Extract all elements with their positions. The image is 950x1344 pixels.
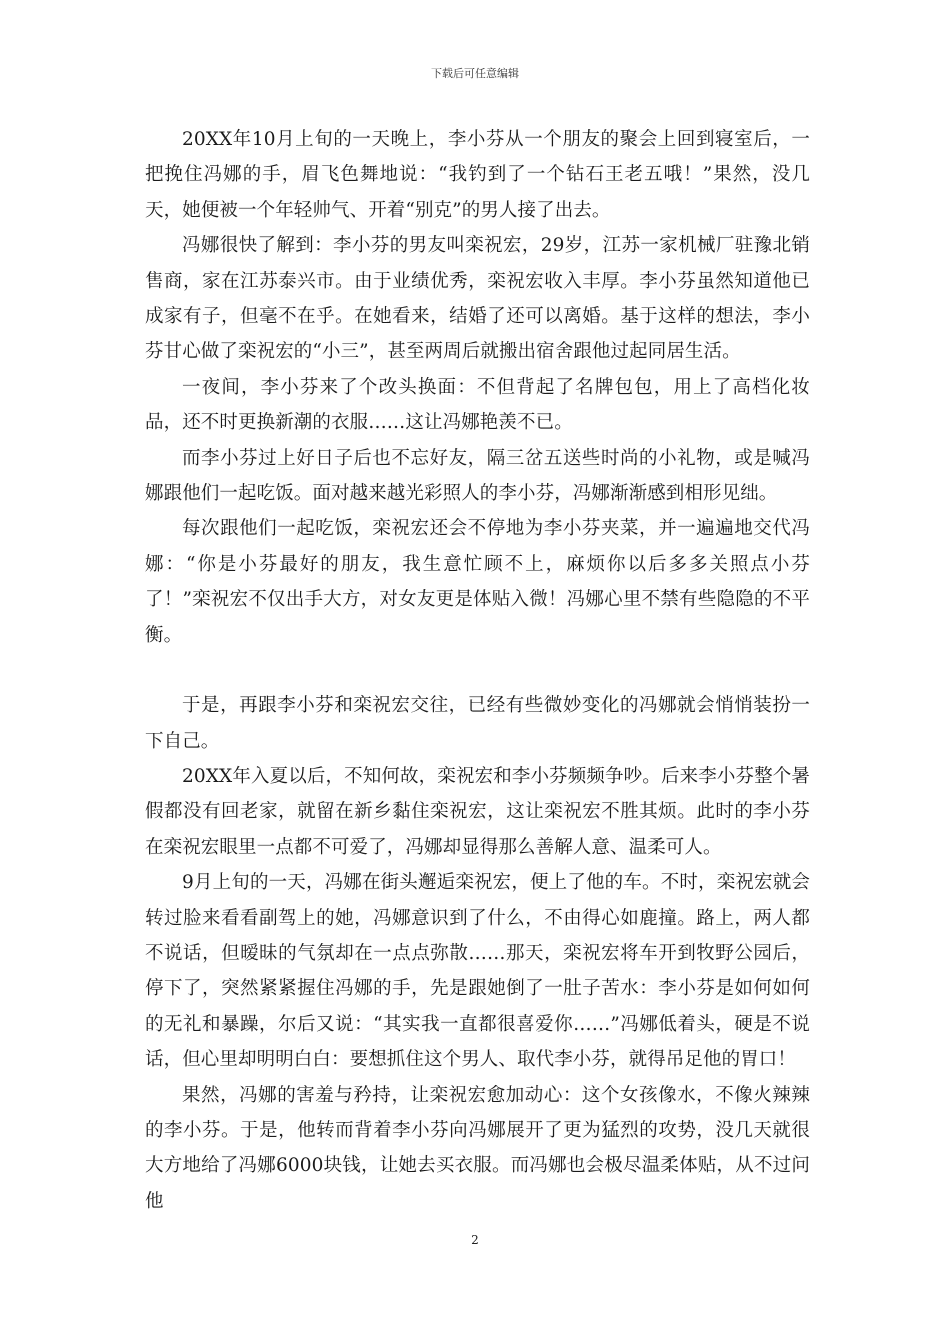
blank-line xyxy=(145,653,810,688)
page-number: 2 xyxy=(471,1233,479,1247)
paragraph: 9月上旬的一天，冯娜在街头邂逅栾祝宏，便上了他的车。不时，栾祝宏就会转过脸来看看副驾上的她，冯娜意识到了什么，不由得心如鹿撞。路上，两人都不说话，但暧昧的气氛却在一点点弥散……那天，栾祝宏将车开到牧野公园后，停下了，突然紧紧握住冯娜的手，先是跟她倒了一肚子苦水：李小芬是如何如何的无礼和暴躁，尔后又说：“其实我一直都很喜爱你……”冯娜低着头，硬是不说话，但心里却明明白白：要想抓住这个男人、取代李小芬，就得吊足他的胃口！ xyxy=(145,872,810,1071)
paragraph: 一夜间，李小芬来了个改头换面：不但背起了名牌包包，用上了高档化妆品，还不时更换新潮的衣服……这让冯娜艳羡不已。 xyxy=(145,376,810,434)
paragraph: 果然，冯娜的害羞与矜持，让栾祝宏愈加动心：这个女孩像水，不像火辣辣的李小芬。于是，他转而背着李小芬向冯娜展开了更为猛烈的攻势，没几天就很大方地给了冯娜6000块钱，让她去买衣服。而冯娜也会极尽温柔体贴，从不过问他 xyxy=(145,1084,810,1212)
paragraph: 20XX年入夏以后，不知何故，栾祝宏和李小芬频频争吵。后来李小芬整个暑假都没有回老家，就留在新乡黏住栾祝宏，这让栾祝宏不胜其烦。此时的李小芬在栾祝宏眼里一点都不可爱了，冯娜却显得那么善解人意、温柔可人。 xyxy=(145,765,810,858)
paragraph: 20XX年10月上旬的一天晚上，李小芬从一个朋友的聚会上回到寝室后，一把挽住冯娜的手，眉飞色舞地说：“我钓到了一个钻石王老五哦！”果然，没几天，她便被一个年轻帅气、开着“别克”的男人接了出去。 xyxy=(145,129,810,221)
paragraph: 而李小芬过上好日子后也不忘好友，隔三岔五送些时尚的小礼物，或是喊冯娜跟他们一起吃饭。面对越来越光彩照人的李小芬，冯娜渐渐感到相形见绌。 xyxy=(145,447,810,505)
document-body xyxy=(145,122,810,1219)
paragraph: 冯娜很快了解到：李小芬的男友叫栾祝宏，29岁，江苏一家机械厂驻豫北销售商，家在江苏泰兴市。由于业绩优秀，栾祝宏收入丰厚。李小芬虽然知道他已成家有子，但毫不在乎。在她看来，结婚了还可以离婚。基于这样的想法，李小芬甘心做了栾祝宏的“小三”，甚至两周后就搬出宿舍跟他过起同居生活。 xyxy=(145,235,810,363)
page-header: 下载后可任意编辑 xyxy=(431,67,519,80)
paragraph: 于是，再跟李小芬和栾祝宏交往，已经有些微妙变化的冯娜就会悄悄装扮一下自己。 xyxy=(145,695,810,752)
paragraph: 每次跟他们一起吃饭，栾祝宏还会不停地为李小芬夹菜，并一遍遍地交代冯娜：“你是小芬最好的朋友，我生意忙顾不上，麻烦你以后多多关照点小芬了！”栾祝宏不仅出手大方，对女友更是体贴入微！冯娜心里不禁有些隐隐的不平衡。 xyxy=(145,518,810,646)
